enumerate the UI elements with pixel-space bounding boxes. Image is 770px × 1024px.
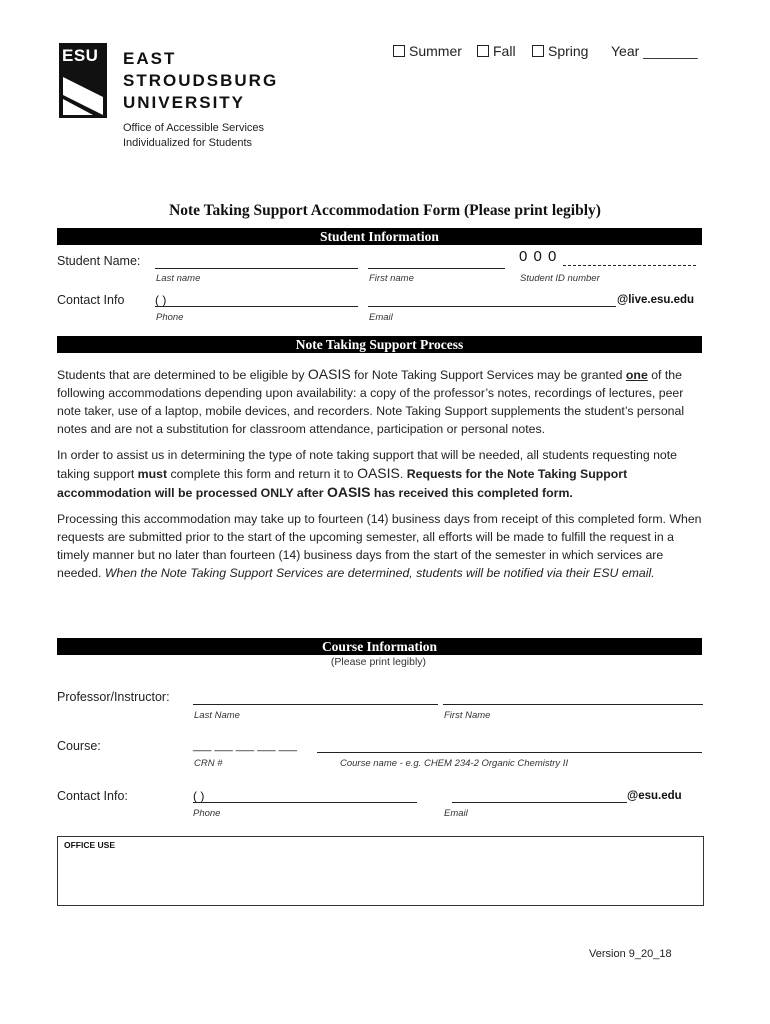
crn-caption: CRN # <box>194 758 223 769</box>
course-name-input[interactable] <box>317 752 702 753</box>
course-phone-parens: ( ) <box>193 789 205 803</box>
process-header: Note Taking Support Process <box>57 336 702 353</box>
student-id-input[interactable] <box>563 265 696 266</box>
term-fall[interactable]: Fall <box>477 43 516 59</box>
term-summer[interactable]: Summer <box>393 43 462 59</box>
process-paragraph-3: Processing this accommodation may take up to fourteen (14) business days from receipt of this completed form. When requests are submitted prior to the start of the upcoming semester, all efforts will be made to fulfill the request in a timely manner but no later than fourteen (14) business days from the start of the semester in which services are needed. When the Note Taking Support Services are determined, students will be notified via their ESU email. <box>57 512 702 580</box>
student-id-prefix: 0 0 0 <box>519 248 558 265</box>
course-name-caption: Course name - e.g. CHEM 234-2 Organic Chemistry II <box>340 758 569 769</box>
form-title: Note Taking Support Accommodation Form (Please print legibly) <box>169 202 601 219</box>
logo-text: ESU <box>62 46 99 65</box>
course-contact-label: Contact Info: <box>57 789 128 803</box>
first-name-caption: First name <box>369 273 414 284</box>
office-use-label: OFFICE USE <box>64 840 116 850</box>
spring-checkbox[interactable] <box>532 45 544 57</box>
process-paragraph-1: Students that are determined to be eligible by OASIS for Note Taking Support Services may be granted one of the following accommodations depending upon availability: a copy of the professor’s notes, recordings of lectures, peer note taker, use of a laptop, mobile devices, and recorders. Note Taking Support supplements the student’s personal notes and are not a substitution for classroom attendance, participation or personal notes. <box>57 366 685 436</box>
office-use-box <box>57 836 704 906</box>
student-id-caption: Student ID number <box>520 273 600 284</box>
last-name-caption: Last name <box>156 273 201 284</box>
office-name: Office of Accessible Services <box>123 122 265 134</box>
esu-logo <box>59 43 107 118</box>
professor-last-name-input[interactable] <box>193 704 438 705</box>
university-line-3: UNIVERSITY <box>123 93 246 112</box>
contact-info-label: Contact Info <box>57 293 125 307</box>
term-spring[interactable]: Spring <box>532 43 588 59</box>
university-line-1: EAST <box>123 49 177 68</box>
email-domain: @live.esu.edu <box>617 294 695 306</box>
last-name-input[interactable] <box>155 268 358 269</box>
student-name-label: Student Name: <box>57 254 141 268</box>
professor-label: Professor/Instructor: <box>57 690 170 704</box>
course-phone-caption: Phone <box>193 808 221 819</box>
phone-caption: Phone <box>156 312 184 323</box>
fall-checkbox[interactable] <box>477 45 489 57</box>
course-email-domain: @esu.edu <box>627 790 682 802</box>
student-info-header: Student Information <box>57 228 702 245</box>
course-info-header: Course Information <box>57 638 702 655</box>
oasis-name: OASIS <box>307 366 351 382</box>
process-paragraph-2: In order to assist us in determining the type of note taking support that will be needed, all students requesting note taking support must complete this form and return it to OASIS. Requests for the Note Taking Support accommodation will be processed ONLY after OASIS has received this completed form. <box>57 448 678 500</box>
course-email-input[interactable] <box>452 802 627 803</box>
course-email-caption: Email <box>444 808 468 819</box>
version-label: Version 9_20_18 <box>589 948 672 960</box>
professor-last-name-caption: Last Name <box>194 710 240 721</box>
office-tagline: Individualized for Students <box>123 137 253 149</box>
phone-parens: ( ) <box>155 293 167 307</box>
course-label: Course: <box>57 739 101 753</box>
summer-checkbox[interactable] <box>393 45 405 57</box>
university-line-2: STROUDSBURG <box>123 71 279 90</box>
crn-input[interactable]: ___ ___ ___ ___ ___ <box>193 740 297 752</box>
email-caption: Email <box>369 312 393 323</box>
course-phone-input[interactable] <box>193 802 417 803</box>
email-input[interactable] <box>368 306 616 307</box>
year-field[interactable]: Year _______ <box>611 43 698 59</box>
course-info-subtitle: (Please print legibly) <box>330 656 427 668</box>
phone-input[interactable] <box>155 306 358 307</box>
professor-first-name-input[interactable] <box>443 704 703 705</box>
logo-mark-icon <box>63 69 103 115</box>
first-name-input[interactable] <box>368 268 505 269</box>
process-text <box>57 365 707 590</box>
professor-first-name-caption: First Name <box>444 710 491 721</box>
